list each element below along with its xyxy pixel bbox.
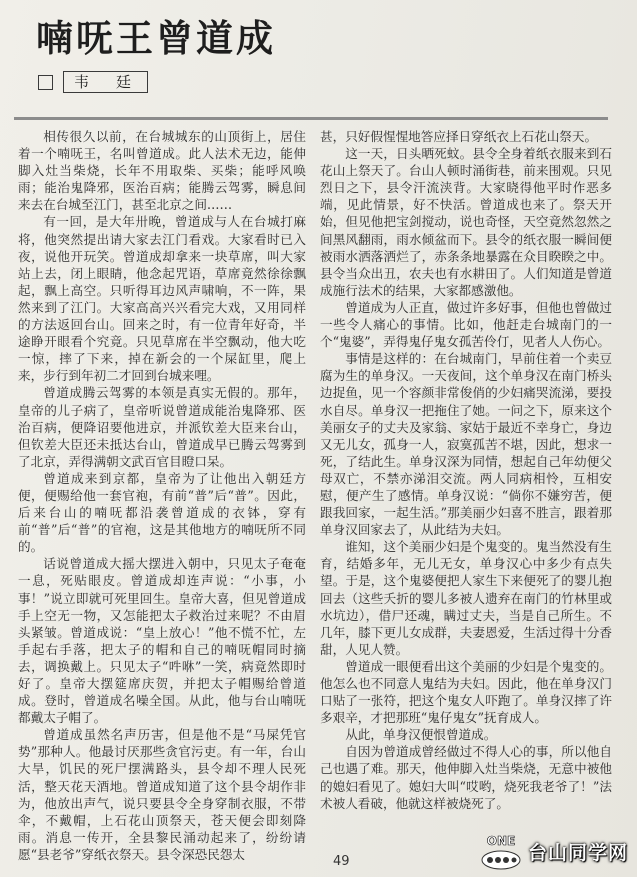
paragraph: 事情是这样的：在台城南门，早前住着一个卖豆腐为生的单身汉。一天夜间，这个单身汉在南门桥头边捉鱼，见一个容颜非常俊俏的少妇痛哭流涕，要投水自尽。单身汉一把拖住了她。一问之下，原来这个美丽女子的丈夫及家翁、家姑于最近不幸身亡，身边又无儿女，孤身一人，寂寞孤苦不堪，因此，想求一死，了结此生。单身汉深为同情，想起自己年幼便父母双亡，不禁亦涕泪交流。两人同病相怜，互相安慰，便产生了感情。单身汉说：“倘你不嫌穷苦，便跟我回家，一起生活。”那美丽少妇喜不胜言，跟着那单身汉回家去了，从此结为夫妇。 xyxy=(320,351,612,538)
site-watermark xyxy=(478,828,637,876)
watermark-text: 台山同学网 xyxy=(528,842,629,864)
paragraph: 曾道成为人正直，做过许多好事，但他也曾做过一些令人痛心的事情。比如，他赶走台城南门的一个“鬼婆”，弄得鬼仔鬼女孤苦伶仃，见者人人伤心。 xyxy=(320,299,612,350)
paragraph: 曾道成一眼便看出这个美丽的少妇是个鬼变的。他怎么也不同意人鬼结为夫妇。因此，他在单身汉门口贴了一张符，把这个鬼女人吓跑了。单身汉摔了许多艰辛，才把那班“鬼仔鬼女”抚育成人。 xyxy=(320,658,612,726)
paragraph: 曾道成虽然名声历害，但是他不是“马屎凭官势”那种人。他最讨厌那些贪官污吏。有一年，台山大旱，饥民的死尸摆满路头，县令却不理人民死活，整天花天酒地。曾道成知道了这个县令胡作非为，他放出声气，说只要县令全身穿制衣服，不带伞，不戴帽，上石花山顶祭天，苍天便会即刻降雨。消息一传开，全县黎民涌动起来了，纷纷请愿“县老爷”穿纸衣祭天。县令深恐民怨太 xyxy=(18,727,306,862)
article-column-right xyxy=(320,128,612,812)
article-column-left xyxy=(18,128,306,863)
paragraph: 有一回，是大年卅晚，曾道成与人在台城打麻将，他突然提出请大家去江门看戏。大家看时已入夜，说他开玩笑。曾道成却拿来一块草席，叫大家站上去，闭上眼睛，他念起咒语，草席竟然徐徐飘起，飘上高空。只听得耳边风声啸响，不一阵，果然来到了江门。大家高高兴兴看完大戏，又用同样的方法返回台山。回来之时，有一位青年好奇，半途睁开眼看个究竟。只见草席在半空飘动，他大吃一惊，摔了下来，掉在新会的一个屎缸里，爬上来，步行到年初二才回到台城来哩。 xyxy=(18,214,306,384)
author-byline xyxy=(38,70,148,94)
paragraph: 相传很久以前，在台城城东的山顶街上，居住着一个喃呒王，名叫曾道成。此人法术无边，能伸脚入灶当柴烧，长年不用取柴、买柴；能呼风唤雨；能治鬼降邪，医治百病；能腾云驾雾，瞬息间来去在台城至江门，甚至北京之间…… xyxy=(18,129,306,213)
paragraph: 曾道成腾云驾雾的本领是真实无假的。那年，皇帝的儿子病了，皇帝听说曾道成能治鬼降邪、医治百病，便降诏要他进京，并派钦差大臣来台山，但钦差大臣还未抵达台山，曾道成早已腾云驾雾到了北京，弄得满朝文武百官目瞪口呆。 xyxy=(18,385,306,469)
paragraph: 话说曾道成大摇大摆进入朝中，只见太子奄奄一息，死贴眼皮。曾道成却连声说：“小事，小事！”说立即就可死里回生。皇帝大喜，但见曾道成手上空无一物，又怎能把太子救治过来呢？不由眉头紧皱。曾道成说：“皇上放心！”他不慌不忙，左手起右手落，把太子的帽和自己的喃呒帽同时摘去，调换戴上。只见太子“吽咻”一笑，病竟然即时好了。皇帝大摆筵席庆贺，并把太子帽赐给曾道成。登时，曾道成名噪全国。从此，他与台山喃呒都戴太子帽了。 xyxy=(18,556,306,726)
site-logo-icon xyxy=(478,832,524,872)
paragraph: 曾道成来到京都，皇帝为了让他出入朝廷方便，便赐给他一套官袍，有前“普”后“普”。因此，后来台山的喃呒都沿袭曾道成的衣钵，穿有前“普”后“普”的官袍，这是其他地方的喃呒所不同的。 xyxy=(18,470,306,555)
article-title: 喃呒王曾道成 xyxy=(36,17,276,60)
logo-text: ONE xyxy=(486,834,516,848)
paragraph: 这一天，日头晒死蚊。县令全身着纸衣服来到石花山上祭天了。台山人顿时涌街巷，前来围观。只见烈日之下，县令汗流浃背。大家晓得他平时作恶多端，见此情景，好不快活。曾道成也来了。祭天开始，但见他把宝剑搅动，说也奇怪，天空竟然忽然之间黑风翻雨，雨水倾盆而下。县令的纸衣服一瞬间便被雨水洒落洒烂了，赤条条地暴露在众目睽睽之中。县令当众出丑，农夫也有水耕田了。人们知道是曾道成施行法术的结果，大家都感激他。 xyxy=(320,146,612,298)
author-box-icon xyxy=(38,75,53,90)
paragraph: 从此，单身汉便恨曾道成。 xyxy=(345,727,497,743)
page-number: 49 xyxy=(333,854,350,869)
title-divider xyxy=(14,117,608,120)
paragraph: 谁知，这个美丽少妇是个鬼变的。鬼当然没有生育，结婚多年，无儿无女，单身汉心中多少有点失望。于是，这个鬼婆便把人家生下来便死了的婴儿抱回去（这些夭折的婴儿多被人遗弃在南门的竹林里或水坑边），借尸还魂，瞒过丈夫，当是自己所生。不几年，膝下更儿女成群，夫妻恩爱，生活过得十分香甜，人见人赞。 xyxy=(320,539,612,657)
paragraph: 自因为曾道成曾经做过不得人心的事，所以他自己也遇了难。那天，他伸脚入灶当柴烧，无意中被他的媳妇看见了。媳妇大叫“哎哟，烧死我老爷了！”法术被人看破，他就这样被烧死了。 xyxy=(320,744,612,811)
paragraph-continued: 甚，只好假惺惺地答应择日穿纸衣上石花山祭天。 xyxy=(320,129,598,144)
author-name: 韦 廷 xyxy=(63,71,148,93)
